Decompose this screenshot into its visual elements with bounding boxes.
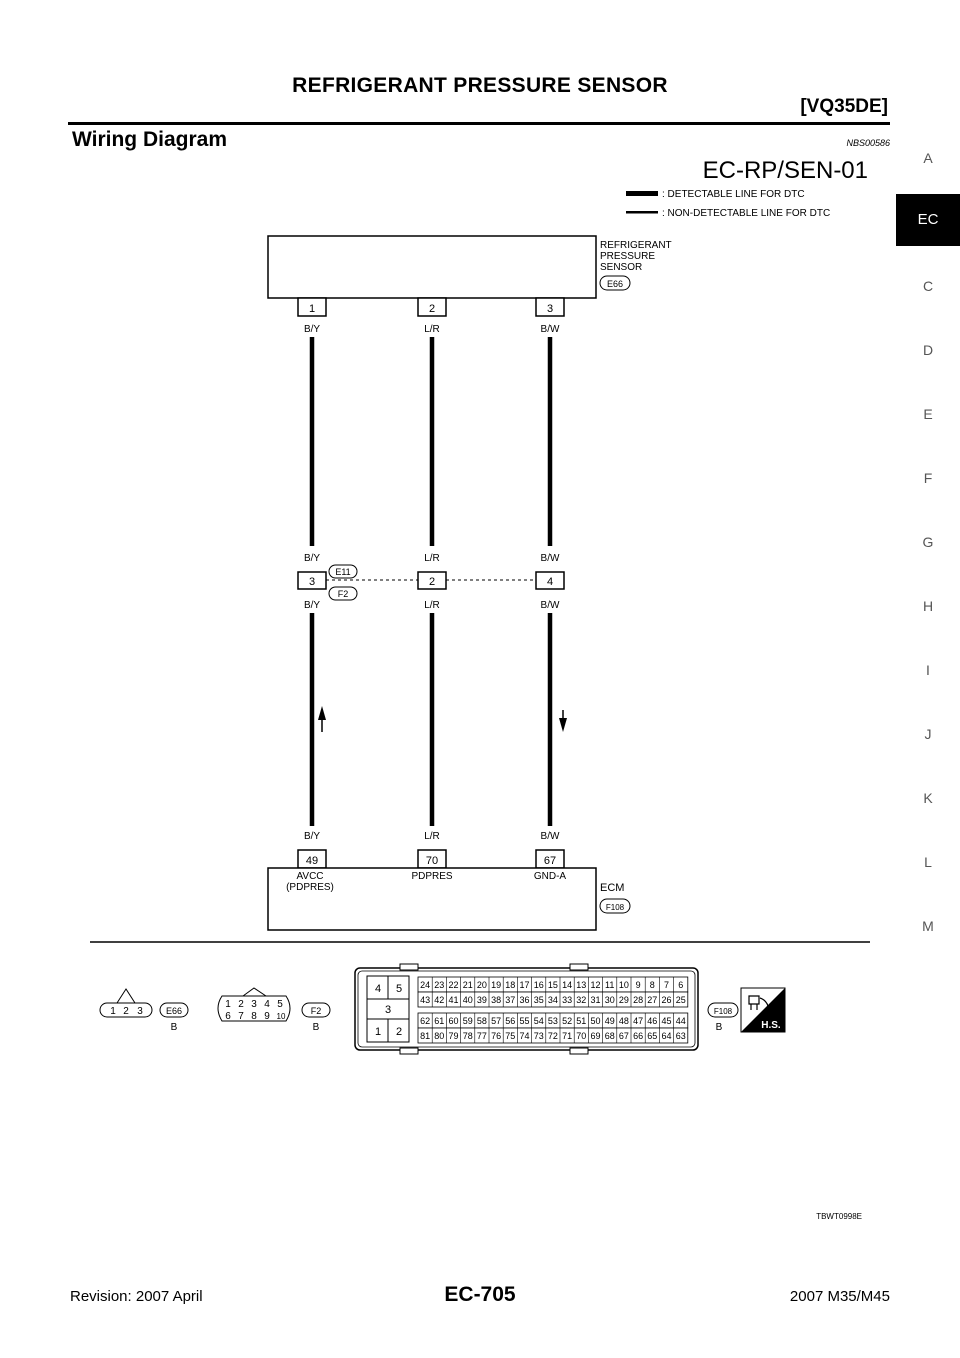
footer-model: 2007 M35/M45	[789, 1288, 890, 1305]
f2-id: F2	[310, 1006, 322, 1016]
sensor-name-line-3: SENSOR	[600, 262, 643, 273]
f108-pin-76: 76	[491, 1031, 502, 1041]
side-tab-f[interactable]: F	[923, 470, 933, 486]
joint-wire-bottom-3: B/W	[540, 600, 560, 611]
side-tab-a[interactable]: A	[923, 150, 933, 166]
joint-wire-top-1: B/Y	[303, 553, 321, 564]
ecm-wire-2: L/R	[424, 831, 440, 842]
f108-pin-63: 63	[675, 1031, 686, 1041]
f108-pin-45: 45	[661, 1016, 672, 1026]
joint-wire-bottom-2: L/R	[424, 600, 440, 611]
f108-color: B	[715, 1022, 723, 1033]
f108-pin-28: 28	[633, 995, 644, 1005]
f2-pin-4: 4	[264, 999, 270, 1010]
f108-pin-40: 40	[462, 995, 473, 1005]
f2-pin-3: 3	[251, 999, 257, 1010]
engine-model-label: [VQ35DE]	[800, 96, 888, 117]
f2-pin-2: 2	[238, 999, 244, 1010]
f2-color: B	[312, 1022, 320, 1033]
ecm-terminal-gnd: GND-A	[533, 871, 567, 882]
f108-pin-35: 35	[533, 995, 544, 1005]
f108-pin-23: 23	[434, 980, 445, 990]
joint-wire-bottom-1: B/Y	[303, 600, 321, 611]
f108-pin-60: 60	[448, 1016, 459, 1026]
sensor-name-line-1: REFRIGERANT	[600, 240, 672, 251]
f108-pin-37: 37	[505, 995, 516, 1005]
f108-pin-65: 65	[647, 1031, 658, 1041]
f108-pin-14: 14	[562, 980, 573, 990]
f108-pin-51: 51	[576, 1016, 587, 1026]
sensor-wire-2: L/R	[424, 324, 440, 335]
f108-pin-79: 79	[448, 1031, 459, 1041]
ecm-terminal-avcc-sub: (PDPRES)	[286, 882, 334, 893]
joint-pin-1: 3	[308, 576, 316, 588]
f108-pin-52: 52	[562, 1016, 573, 1026]
f108-pin-5: 5	[395, 983, 403, 995]
joint-connector	[298, 565, 564, 600]
side-tab-l[interactable]: L	[924, 854, 932, 870]
footer-revision: Revision: 2007 April	[70, 1288, 203, 1305]
legend-non-detectable: : NON-DETECTABLE LINE FOR DTC	[662, 208, 831, 219]
f108-pin-26: 26	[661, 995, 672, 1005]
f108-pin-72: 72	[547, 1031, 558, 1041]
f108-pin-44: 44	[675, 1016, 686, 1026]
f108-pin-39: 39	[476, 995, 487, 1005]
figure-code: TBWT0998E	[816, 1212, 862, 1221]
f108-pin-77: 77	[476, 1031, 487, 1041]
f108-pin-42: 42	[434, 995, 445, 1005]
connector-view-f2	[218, 988, 330, 1033]
e66-pin-1: 1	[110, 1006, 116, 1017]
f2-pin-7: 7	[238, 1011, 244, 1022]
joint-wire-top-3: B/W	[540, 553, 560, 564]
ecm-terminal-pdpres: PDPRES	[411, 871, 453, 882]
side-tab-i[interactable]: I	[926, 662, 930, 678]
f108-pin-71: 71	[562, 1031, 573, 1041]
f108-pin-4: 4	[374, 983, 382, 995]
f108-pin-43: 43	[420, 995, 431, 1005]
f108-pin-9: 9	[635, 980, 641, 990]
f108-pin-22: 22	[448, 980, 459, 990]
legend-thick-line	[626, 191, 658, 196]
f108-pin-13: 13	[576, 980, 587, 990]
f108-pin-75: 75	[505, 1031, 516, 1041]
f108-pin-61: 61	[434, 1016, 445, 1026]
f108-pin-78: 78	[462, 1031, 473, 1041]
f108-pin-25: 25	[675, 995, 686, 1005]
sensor-pin-tabs	[298, 298, 564, 316]
f108-pin-66: 66	[633, 1031, 644, 1041]
f108-pin-3: 3	[384, 1004, 392, 1016]
f2-pin-6: 6	[225, 1011, 231, 1022]
f108-pin-1: 1	[374, 1026, 382, 1038]
f108-pin-32: 32	[576, 995, 587, 1005]
f108-pin-17: 17	[519, 980, 530, 990]
f2-pin-10: 10	[276, 1012, 286, 1021]
harness-side-icon	[741, 988, 785, 1032]
upper-wires	[312, 337, 550, 546]
refrigerant-pressure-sensor	[268, 236, 672, 298]
side-tab-e[interactable]: E	[923, 406, 933, 422]
joint-pin-3: 4	[546, 576, 554, 588]
joint-connector-bottom-id: F2	[337, 589, 349, 599]
e66-color: B	[170, 1022, 178, 1033]
side-tab-k[interactable]: K	[923, 790, 933, 806]
f108-pin-12: 12	[590, 980, 601, 990]
ecm-pin-67: 67	[543, 855, 557, 867]
sensor-connector-id: E66	[606, 279, 624, 289]
f108-pin-31: 31	[590, 995, 601, 1005]
f108-pin-30: 30	[604, 995, 615, 1005]
diagram-id: EC-RP/SEN-01	[702, 157, 868, 184]
e66-pin-2: 2	[123, 1006, 129, 1017]
sensor-wire-3: B/W	[540, 324, 560, 335]
ecm-pin-tabs	[298, 850, 564, 868]
f108-pin-16: 16	[533, 980, 544, 990]
f108-pin-41: 41	[448, 995, 459, 1005]
ecm-box	[268, 868, 630, 930]
arrow-up-icon	[318, 706, 326, 720]
ecm-terminal-avcc: AVCC	[296, 871, 324, 882]
joint-connector-top-id: E11	[335, 567, 351, 577]
f108-pin-36: 36	[519, 995, 530, 1005]
sensor-pin-2: 2	[428, 303, 436, 315]
hs-label: H.S.	[761, 1020, 781, 1031]
f2-pin-9: 9	[264, 1011, 270, 1022]
footer-page-number: EC-705	[444, 1283, 516, 1306]
connector-view-e66	[100, 989, 188, 1033]
f108-pin-68: 68	[604, 1031, 615, 1041]
f108-pin-34: 34	[547, 995, 558, 1005]
joint-pin-2: 2	[428, 576, 436, 588]
f108-pin-6: 6	[678, 980, 684, 990]
f108-pin-27: 27	[647, 995, 658, 1005]
side-tab-ec[interactable]: EC	[896, 194, 960, 246]
f108-pin-73: 73	[533, 1031, 544, 1041]
f108-pin-56: 56	[505, 1016, 516, 1026]
f108-pin-50: 50	[590, 1016, 601, 1026]
sensor-pin-1: 1	[308, 303, 316, 315]
f2-pin-5: 5	[277, 999, 283, 1010]
ecm-name: ECM	[600, 882, 625, 894]
f108-pin-62: 62	[420, 1016, 431, 1026]
ecm-connector-id: F108	[605, 903, 625, 912]
f108-pin-10: 10	[618, 980, 629, 990]
f108-pin-29: 29	[618, 995, 629, 1005]
f108-pin-69: 69	[590, 1031, 601, 1041]
f108-pin-81: 81	[420, 1031, 431, 1041]
legend-detectable: : DETECTABLE LINE FOR DTC	[662, 189, 805, 200]
f108-pin-24: 24	[420, 980, 431, 990]
f108-pin-55: 55	[519, 1016, 530, 1026]
f108-pin-57: 57	[491, 1016, 502, 1026]
side-tab-c[interactable]: C	[922, 278, 934, 294]
lower-wires	[312, 613, 550, 826]
page-header-title: REFRIGERANT PRESSURE SENSOR	[292, 74, 668, 97]
f108-pin-70: 70	[576, 1031, 587, 1041]
f108-pin-53: 53	[547, 1016, 558, 1026]
f2-pin-8: 8	[251, 1011, 257, 1022]
arrow-down-icon	[559, 718, 567, 732]
side-tab-m[interactable]: M	[922, 918, 934, 934]
f108-id: F108	[713, 1007, 733, 1016]
ecm-wire-3: B/W	[540, 831, 560, 842]
ecm-wire-1: B/Y	[303, 831, 321, 842]
sensor-pin-3: 3	[546, 303, 554, 315]
connector-view-f108	[355, 964, 738, 1054]
f108-pin-74: 74	[519, 1031, 530, 1041]
f108-pin-33: 33	[562, 995, 573, 1005]
section-title: Wiring Diagram	[72, 128, 227, 151]
joint-wire-top-2: L/R	[424, 553, 440, 564]
sensor-name-line-2: PRESSURE	[600, 251, 656, 262]
f108-pin-2: 2	[395, 1026, 403, 1038]
signal-arrows	[318, 706, 567, 732]
f108-pin-64: 64	[661, 1031, 672, 1041]
f108-pin-58: 58	[476, 1016, 487, 1026]
legend-thin-line	[626, 211, 658, 214]
f108-pin-49: 49	[604, 1016, 615, 1026]
side-tab-g[interactable]: G	[922, 534, 934, 550]
section-code: NBS00586	[846, 138, 890, 148]
side-tab-d[interactable]: D	[922, 342, 934, 358]
f108-pin-18: 18	[505, 980, 516, 990]
f108-pin-80: 80	[434, 1031, 445, 1041]
e66-pin-3: 3	[137, 1006, 143, 1017]
f108-pin-54: 54	[533, 1016, 544, 1026]
f108-pin-46: 46	[647, 1016, 658, 1026]
side-tab-j[interactable]: J	[924, 726, 932, 742]
f108-pin-20: 20	[476, 980, 487, 990]
ecm-pin-49: 49	[305, 855, 319, 867]
f108-pin-21: 21	[462, 980, 473, 990]
sensor-wire-1: B/Y	[303, 324, 321, 335]
f108-pin-47: 47	[633, 1016, 644, 1026]
f108-pin-48: 48	[618, 1016, 629, 1026]
f108-pin-67: 67	[618, 1031, 629, 1041]
f108-pin-8: 8	[649, 980, 655, 990]
side-tab-h[interactable]: H	[922, 598, 934, 614]
f108-pin-19: 19	[491, 980, 502, 990]
ecm-pin-70: 70	[425, 855, 439, 867]
f108-pin-59: 59	[462, 1016, 473, 1026]
f108-pin-7: 7	[663, 980, 670, 990]
f108-pin-15: 15	[547, 980, 558, 990]
f108-pin-38: 38	[491, 995, 502, 1005]
f108-pin-11: 11	[605, 980, 615, 990]
e66-id: E66	[165, 1006, 183, 1016]
f2-pin-1: 1	[225, 999, 231, 1010]
